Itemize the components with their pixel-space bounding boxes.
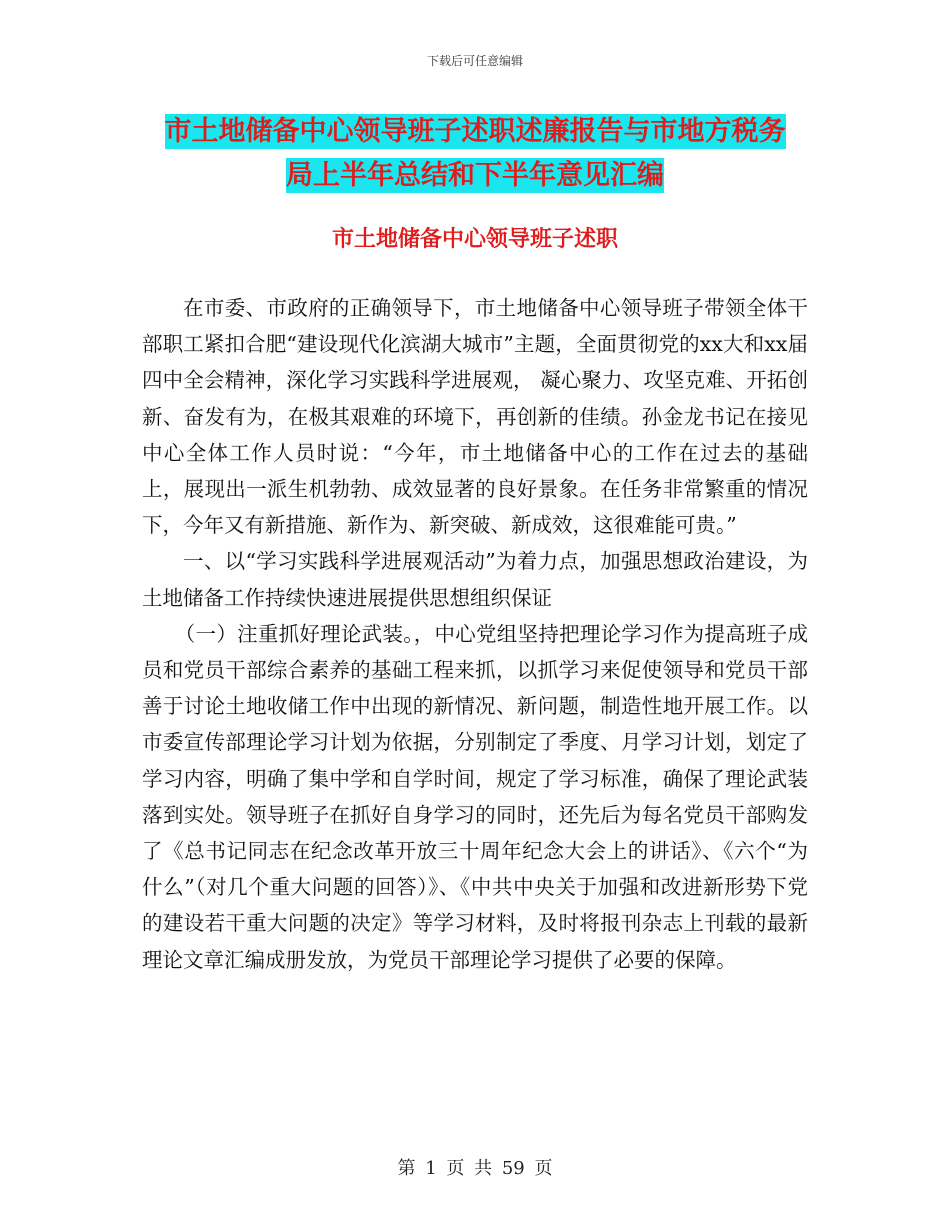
header-note: 下载后可任意编辑 [426, 54, 523, 68]
main-title [120, 110, 830, 198]
page-number-footer: 第 1 页 共 59 页 [397, 1158, 553, 1179]
main-title-line-2: 局上半年总结和下半年意见汇编 [286, 160, 664, 191]
document-body [142, 290, 808, 978]
main-title-line-1: 市土地储备中心领导班子述职述廉报告与市地方税务 [164, 116, 786, 147]
section-title: 市土地储备中心领导班子述职 [331, 227, 618, 252]
paragraph-intro: 在市委、市政府的正确领导下，市土地储备中心领导班子带领全体干部职工紧扣合肥“建设现代化滨湖大城市”主题，全面贯彻党的xx大和xx届四中全会精神，深化学习实践科学进展观， 凝心聚力、攻坚克难、开拓创新、奋发有为，在极其艰难的环境下，再创新的佳绩。孙金龙书记在接见中心全体工作人员时说：“今年，市土地储备中心的工作在过去的基础上，展现出一派生机勃勃、成效显著的良好景象。在任务非常繁重的情况下，今年又有新措施、新作为、新突破、新成效，这很难能可贵。” [142, 296, 808, 538]
paragraph-heading-1: 一、以“学习实践科学进展观活动”为着力点，加强思想政治建设，为土地储备工作持续快速进展提供思想组织保证 [142, 549, 808, 610]
paragraph-subsection-1: （一）注重抓好理论武装。，中心党组坚持把理论学习作为提高班子成员和党员干部综合素养的基础工程来抓，以抓学习来促使领导和党员干部善于讨论土地收储工作中出现的新情况、新问题，制造性地开展工作。以市委宣传部理论学习计划为依据，分别制定了季度、月学习计划，划定了学习内容，明确了集中学和自学时间，规定了学习标准，确保了理论武装落到实处。领导班子在抓好自身学习的同时，还先后为每名党员干部购发了《总书记同志在纪念改革开放三十周年纪念大会上的讲话》、《六个“为什么”（对几个重大问题的回答）》、《中共中央关于加强和改进新形势下党的建设若干重大问题的决定》等学习材料，及时将报刊杂志上刊载的最新理论文章汇编成册发放，为党员干部理论学习提供了必要的保障。 [142, 621, 808, 972]
